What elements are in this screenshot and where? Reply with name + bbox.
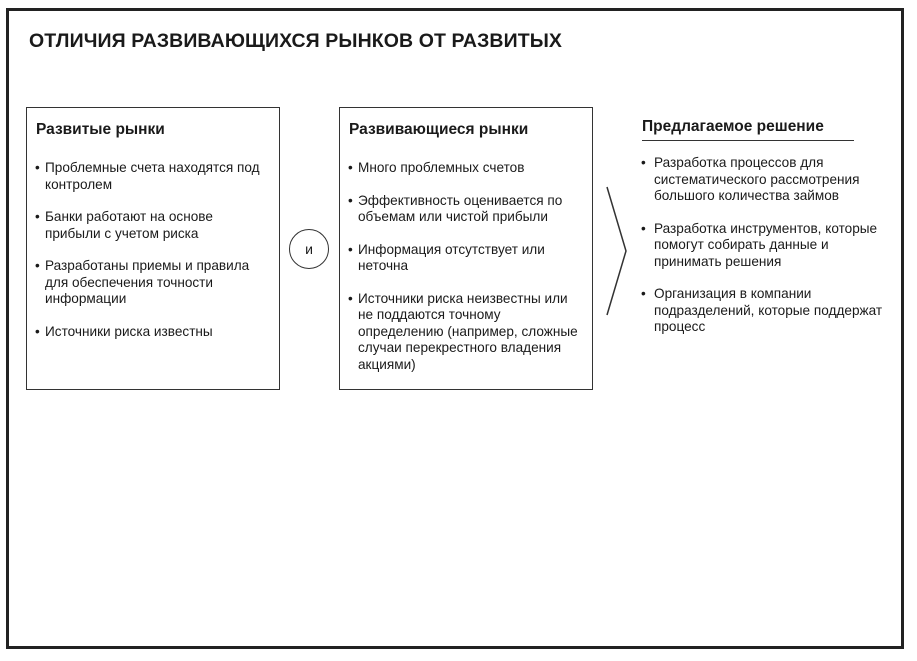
bullet: •	[641, 220, 646, 236]
list-item: • Источники риска неизвестны или не поддаются точному определению (например, сложные случаи перекрестного владения акциями)	[348, 290, 578, 372]
bullet: •	[641, 286, 646, 301]
emerging-markets-heading: Развивающиеся рынки	[349, 121, 529, 138]
list-item: • Банки работают на основе прибыли с учетом риска	[35, 209, 213, 241]
list-item: • Проблемные счета находятся под контролем	[35, 160, 260, 192]
bullet: •	[348, 290, 353, 306]
list-item: • Много проблемных счетов	[348, 160, 525, 175]
bullet: •	[641, 155, 646, 170]
bullet: •	[348, 241, 353, 257]
bullet: •	[348, 160, 353, 175]
and-connector-label: и	[305, 241, 313, 257]
and-connector-circle	[289, 229, 329, 269]
solution-list	[641, 155, 891, 352]
bullet: •	[35, 209, 40, 224]
developed-markets-list	[35, 160, 271, 356]
list-item: • Эффективность оценивается по объемам или чистой прибыли	[348, 192, 563, 224]
developed-markets-box	[26, 107, 280, 390]
slide-title: ОТЛИЧИЯ РАЗВИВАЮЩИХСЯ РЫНКОВ ОТ РАЗВИТЫХ	[29, 30, 563, 52]
chevron-right-arrow-icon	[606, 186, 628, 316]
list-item: • Разработка процессов для систематического рассмотрения большого количества займов	[641, 155, 860, 203]
emerging-markets-box	[339, 107, 593, 390]
list-item: • Разработка инструментов, которые помогут собирать данные и принимать решения	[641, 220, 878, 269]
bullet: •	[35, 258, 40, 273]
bullet: •	[348, 192, 353, 208]
list-item: • Информация отсутствует или неточна	[348, 241, 545, 273]
solution-heading: Предлагаемое решение	[642, 118, 854, 141]
emerging-markets-list	[348, 160, 586, 389]
list-item: • Организация в компании подразделений, которые поддержат процесс	[641, 286, 883, 334]
list-item: • Источники риска известны	[35, 323, 213, 339]
developed-markets-heading: Развитые рынки	[36, 121, 165, 138]
bullet: •	[35, 323, 40, 339]
bullet: •	[35, 160, 40, 175]
list-item: • Разработаны приемы и правила для обеспечения точности информации	[35, 258, 250, 306]
